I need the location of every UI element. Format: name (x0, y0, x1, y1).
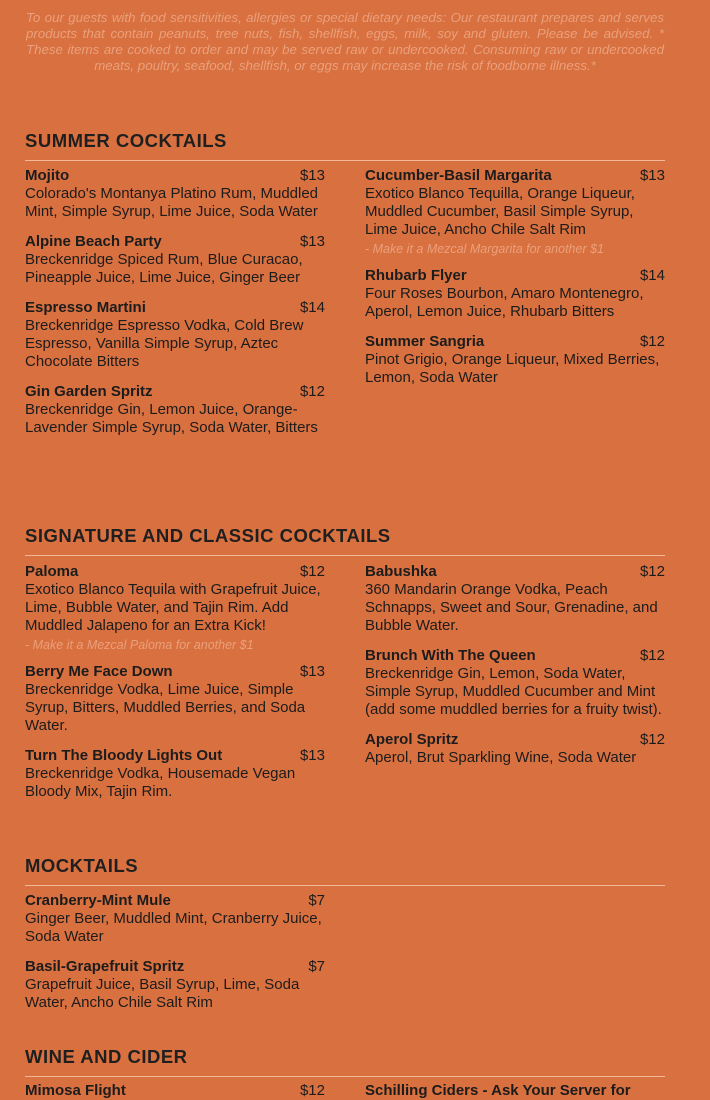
item-name: Paloma (25, 563, 79, 580)
menu-item (25, 958, 325, 1012)
allergen-notice: To our guests with food sensitivities, allergies or special dietary needs: Our restaurant prepares and serves products that contain peanuts, tree nuts, fish, shellfish, eggs, milk, soy and gluten. Please be advised. * These items are cooked to order and may be served raw or undercooked. Consuming raw or undercooked meats, poultry, seafood, shellfish, or eggs may increase the risk of foodborne illness.* (26, 10, 664, 73)
menu-item (25, 892, 325, 946)
menu-item (25, 233, 325, 287)
summer-left-column (25, 167, 325, 437)
item-price: $13 (299, 233, 325, 250)
item-name: Turn The Bloody Lights Out (25, 747, 223, 764)
menu-item (365, 333, 665, 387)
item-price: $12 (639, 563, 665, 580)
item-description: Breckenridge Vodka, Housemade Vegan Bloody Mix, Tajin Rim. (25, 765, 296, 800)
item-price: $13 (299, 663, 325, 680)
item-price: $14 (639, 267, 665, 284)
item-name: Alpine Beach Party (25, 233, 162, 250)
item-description: Breckenridge Gin, Lemon Juice, Orange-Lavender Simple Syrup, Soda Water, Bitters (25, 401, 318, 436)
item-name: Gin Garden Spritz (25, 383, 153, 400)
item-name: Rhubarb Flyer (365, 267, 467, 284)
mocktails-left-column (25, 892, 325, 1012)
item-price: $13 (299, 167, 325, 184)
item-description: Pinot Grigio, Orange Liqueur, Mixed Berries, Lemon, Soda Water (365, 351, 660, 386)
item-description: Aperol, Brut Sparkling Wine, Soda Water (365, 749, 637, 766)
item-note: - Make it a Mezcal Paloma for another $1 (25, 638, 254, 652)
item-name: Babushka (365, 563, 437, 580)
wine-left-item (25, 1082, 325, 1099)
menu-item (365, 267, 665, 321)
item-name: Berry Me Face Down (25, 663, 173, 680)
signature-right-column (365, 563, 665, 767)
item-name: Brunch With The Queen (365, 647, 536, 664)
signature-left-column (25, 563, 325, 801)
menu-item (365, 563, 665, 635)
menu-item (365, 167, 665, 257)
item-description: Breckenridge Gin, Lemon, Soda Water, Simple Syrup, Muddled Cucumber and Mint (add some muddled berries for a fruity twist). (365, 665, 662, 718)
item-description: Grapefruit Juice, Basil Syrup, Lime, Soda Water, Ancho Chile Salt Rim (25, 976, 300, 1011)
item-description: Exotico Blanco Tequilla, Orange Liqueur, Muddled Cucumber, Basil Simple Syrup, Lime Juice, Ancho Chile Salt Rim (365, 185, 635, 238)
menu-item (25, 299, 325, 371)
item-name: Aperol Spritz (365, 731, 459, 748)
item-name: Cucumber-Basil Margarita (365, 167, 552, 184)
item-description: Breckenridge Espresso Vodka, Cold Brew Espresso, Vanilla Simple Syrup, Aztec Chocolate Bitters (25, 317, 304, 370)
section-title-signature: SIGNATURE AND CLASSIC COCKTAILS (25, 525, 665, 556)
item-description: Four Roses Bourbon, Amaro Montenegro, Aperol, Lemon Juice, Rhubarb Bitters (365, 285, 644, 320)
item-price: $12 (299, 383, 325, 400)
item-note: - Make it a Mezcal Margarita for another $1 (365, 242, 604, 256)
item-description: Breckenridge Vodka, Lime Juice, Simple Syrup, Bitters, Muddled Berries, and Soda Water. (25, 681, 306, 734)
menu-item (25, 383, 325, 437)
item-price: $12 (639, 731, 665, 748)
item-price: $12 (299, 563, 325, 580)
menu-item (25, 563, 325, 653)
item-price: $13 (299, 747, 325, 764)
item-name: Summer Sangria (365, 333, 485, 350)
item-name: Cranberry-Mint Mule (25, 892, 171, 909)
item-price: $14 (299, 299, 325, 316)
menu-item (25, 663, 325, 735)
item-name: Schilling Ciders - Ask Your Server for (365, 1082, 631, 1099)
item-description: Colorado's Montanya Platino Rum, Muddled Mint, Simple Syrup, Lime Juice, Soda Water (25, 185, 319, 220)
menu-item (365, 731, 665, 767)
section-title-summer: SUMMER COCKTAILS (25, 130, 665, 161)
item-price: $12 (639, 647, 665, 664)
menu-item (365, 647, 665, 719)
item-price: $13 (639, 167, 665, 184)
item-price: $7 (308, 958, 325, 975)
summer-right-column (365, 167, 665, 387)
item-description: Breckenridge Spiced Rum, Blue Curacao, Pineapple Juice, Lime Juice, Ginger Beer (25, 251, 303, 286)
item-description: Ginger Beer, Muddled Mint, Cranberry Juice, Soda Water (25, 910, 322, 945)
item-name: Mojito (25, 167, 70, 184)
item-price: $12 (639, 333, 665, 350)
item-description: 360 Mandarin Orange Vodka, Peach Schnapps, Sweet and Sour, Grenadine, and Bubble Water. (365, 581, 658, 634)
item-price: $7 (308, 892, 325, 909)
item-description: Exotico Blanco Tequila with Grapefruit Juice, Lime, Bubble Water, and Tajin Rim. Add Muddled Jalapeno for an Extra Kick! (25, 581, 321, 634)
wine-right-item (365, 1082, 665, 1099)
section-title-mocktails: MOCKTAILS (25, 855, 665, 886)
item-name: Mimosa Flight (25, 1082, 126, 1099)
menu-item (25, 747, 325, 801)
item-name: Espresso Martini (25, 299, 146, 316)
menu-item (25, 167, 325, 221)
item-name: Basil-Grapefruit Spritz (25, 958, 185, 975)
section-title-wine: WINE AND CIDER (25, 1046, 665, 1077)
item-price: $12 (299, 1082, 325, 1099)
